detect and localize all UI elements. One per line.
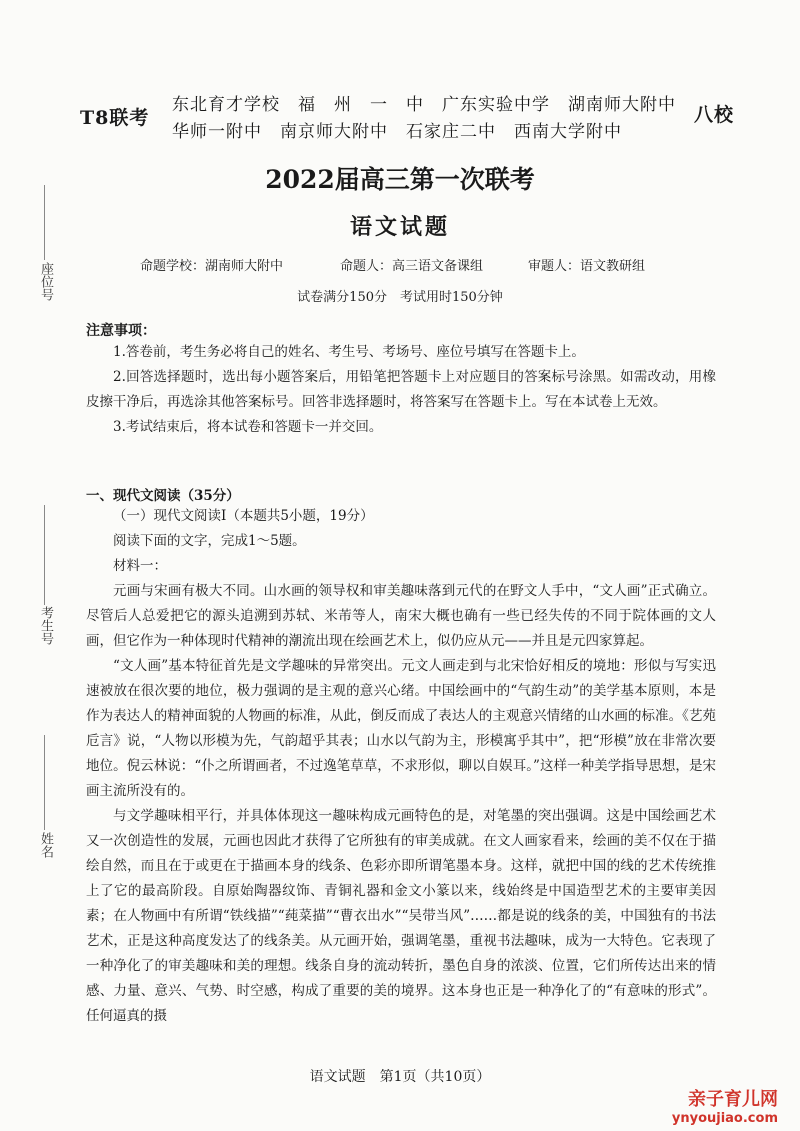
material-label: 材料一： bbox=[113, 558, 167, 574]
meta-reviewer: 审题人：语文教研组 bbox=[528, 259, 646, 274]
binding-line-name bbox=[44, 735, 45, 830]
meta-school: 命题学校：湖南师大附中 bbox=[140, 259, 284, 274]
binding-line-exam bbox=[44, 505, 45, 605]
notes-title: 注意事项： bbox=[86, 323, 156, 339]
subject-title: 语文试题 bbox=[349, 214, 450, 240]
watermark-line-1: 亲子育儿网 bbox=[688, 1089, 778, 1110]
page-footer: 语文试题 第1页（共10页） bbox=[309, 1069, 491, 1085]
school-list-row-1: 东北育才学校 福 州 一 中 广东实验中学 湖南师大附中 bbox=[172, 95, 676, 115]
name-label: 姓名 bbox=[38, 832, 53, 858]
seat-number-label: 座位号 bbox=[38, 262, 53, 301]
section-title: 一、现代文阅读（35分） bbox=[86, 488, 240, 504]
meta-author: 命题人：高三语文备课组 bbox=[340, 259, 484, 274]
school-list-row-2: 华师一附中 南京师大附中 石家庄二中 西南大学附中 bbox=[172, 122, 622, 142]
exam-number-label: 考生号 bbox=[38, 606, 53, 645]
exam-title: 2022届高三第一次联考 bbox=[265, 165, 535, 194]
watermark-line-2: ynyoujiao.com bbox=[671, 1111, 778, 1126]
material-paragraph-3: 与文学趣味相平行，并具体体现这一趣味构成元画特色的是，对笔墨的突出强调。这是中国绘画艺术又一次创造性的发展，元画也因此才获得了它所独有的审美成就。在文人画家看来，绘画的美不仅在于描绘自然，而且在于或更在于描画本身的线条、色彩亦即所谓笔墨本身。这样，就把中国的线的艺术传统推上了它的最高阶段。自原始陶器纹饰、青铜礼器和金文小篆以来，线始终是中国造型艺术的主要审美因素；在人物画中有所谓“铁线描”“莼菜描”“曹衣出水”“吴带当风”……都是说的线条的美，中国独有的书法艺术，正是这种高度发达了的线条美。从元画开始，强调笔墨，重视书法趣味，成为一大特色。它表现了一种净化了的审美趣味和美的理想。线条自身的流动转折，墨色自身的浓淡、位置，它们所传达出来的情感、力量、意兴、气势、时空感，构成了重要的美的境界。这本身也正是一种净化了的“有意味的形式”。任何逼真的摄 bbox=[86, 808, 716, 1024]
section-subtitle: （一）现代文阅读Ⅰ（本题共5小题，19分） bbox=[113, 508, 374, 524]
note-item-1: 1.答卷前，考生务必将自己的姓名、考生号、考场号、座位号填写在答题卡上。 bbox=[113, 344, 585, 360]
section-body bbox=[86, 504, 716, 1029]
material-paragraph-1: 元画与宋画有极大不同。山水画的领导权和审美趣味落到元代的在野文人手中，“文人画”正式确立。尽管后人总爱把它的源头追溯到苏轼、米芾等人，南宋大概也确有一些已经失传的不同于院体画的文人画，但它作为一种体现时代精神的潮流出现在绘画艺术上，似仍应从元——并且是元四家算起。 bbox=[86, 583, 716, 649]
school-list bbox=[172, 90, 676, 144]
t8-joint-exam-label: T8联考 bbox=[80, 107, 150, 129]
eight-schools-label: 八校 bbox=[694, 104, 735, 126]
site-watermark bbox=[672, 1085, 778, 1126]
material-paragraph-2: “文人画”基本特征首先是文学趣味的异常突出。元文人画走到与北宋恰好相反的境地：形似与写实迅速被放在很次要的地位，极力强调的是主观的意兴心绪。中国绘画中的“气韵生动”的美学基本原则，本是作为表达人的精神面貌的人物画的标准，从此，倒反而成了表达人的主观意兴情绪的山水画的标准。《艺苑卮言》说，“人物以形模为先，气韵超乎其表；山水以气韵为主，形模寓乎其中”，把“形模”放在非常次要地位。倪云林说：“仆之所谓画者，不过逸笔草草，不求形似，聊以自娱耳。”这样一种美学指导思想，是宋画主流所没有的。 bbox=[86, 658, 716, 799]
section-instruction: 阅读下面的文字，完成1～5题。 bbox=[113, 533, 306, 549]
note-item-2: 2.回答选择题时，选出每小题答案后，用铅笔把答题卡上对应题目的答案标号涂黑。如需改动，用橡皮擦干净后，再选涂其他答案标号。回答非选择题时，将答案写在答题卡上。写在本试卷上无效。 bbox=[86, 369, 716, 410]
note-item-3: 3.考试结束后，将本试卷和答题卡一并交回。 bbox=[113, 419, 383, 435]
score-time-line: 试卷满分150分 考试用时150分钟 bbox=[297, 290, 503, 305]
notes-list bbox=[86, 340, 716, 440]
